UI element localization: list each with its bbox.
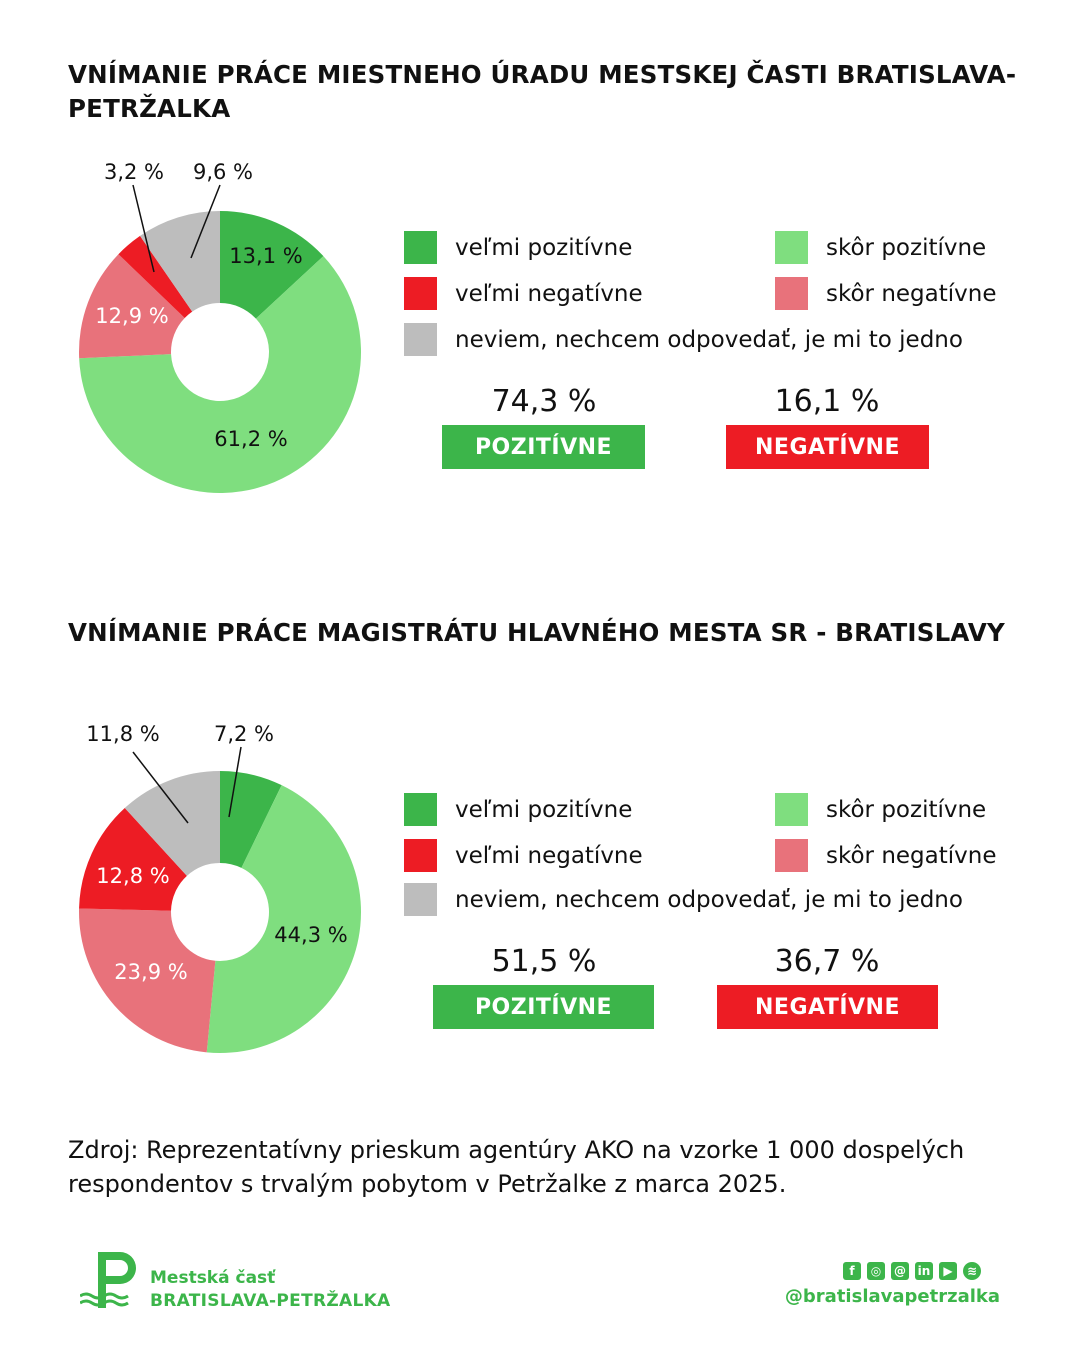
legend-label: veľmi negatívne <box>455 842 643 869</box>
data-label-skor-negativne: 23,9 % <box>114 960 188 984</box>
brand-name-line1: Mestská časť <box>150 1268 276 1288</box>
legend-label: veľmi pozitívne <box>455 796 633 823</box>
legend-swatch <box>404 839 437 872</box>
social-icons <box>843 1262 981 1280</box>
legend-item-velmi-pozitivne <box>404 231 632 264</box>
spotify-icon[interactable]: ≋ <box>963 1262 981 1280</box>
chart-1-title: VNÍMANIE PRÁCE MIESTNEHO ÚRADU MESTSKEJ ČASTI BRATISLAVA-PETRŽALKA <box>68 60 1017 123</box>
positive-badge: POZITÍVNE <box>433 985 654 1029</box>
youtube-icon[interactable]: ▶ <box>939 1262 957 1280</box>
donut-chart-magistrate <box>0 700 400 1080</box>
legend-label: skôr negatívne <box>826 842 997 869</box>
legend-swatch <box>404 793 437 826</box>
legend-item-skor-negativne <box>775 277 997 310</box>
data-label-velmi-pozitivne: 13,1 % <box>229 244 303 268</box>
legend-swatch <box>775 231 808 264</box>
legend-swatch <box>404 277 437 310</box>
threads-icon[interactable]: @ <box>891 1262 909 1280</box>
source-note: Zdroj: Reprezentatívny prieskum agentúry AKO na vzorke 1 000 dospelých respondentov s trvalým pobytom v Petržalke z marca 2025. <box>68 1136 965 1198</box>
negative-total-value: 36,7 % <box>774 944 880 979</box>
social-handle[interactable]: @bratislavapetrzalka <box>784 1286 1000 1307</box>
legend-label: veľmi negatívne <box>455 280 643 307</box>
legend-swatch <box>404 883 437 916</box>
legend-item-velmi-pozitivne <box>404 793 632 826</box>
data-label-skor-pozitivne: 44,3 % <box>274 923 348 947</box>
data-label-velmi-negativne: 12,8 % <box>96 864 170 888</box>
legend-swatch <box>775 277 808 310</box>
legend-swatch <box>775 839 808 872</box>
legend-label: skôr negatívne <box>826 280 997 307</box>
legend-label: skôr pozitívne <box>826 234 987 261</box>
legend-swatch <box>775 793 808 826</box>
instagram-icon[interactable]: ◎ <box>867 1262 885 1280</box>
linkedin-icon[interactable]: in <box>915 1262 933 1280</box>
legend-item-skor-pozitivne <box>775 793 986 826</box>
legend-swatch <box>404 323 437 356</box>
data-label-skor-negativne: 12,9 % <box>95 304 169 328</box>
positive-total-value: 74,3 % <box>491 384 597 419</box>
donut-chart-local-office <box>0 140 400 520</box>
legend-swatch <box>404 231 437 264</box>
negative-badge: NEGATÍVNE <box>717 985 938 1029</box>
positive-badge: POZITÍVNE <box>442 425 645 469</box>
chart-2-title: VNÍMANIE PRÁCE MAGISTRÁTU HLAVNÉHO MESTA SR - BRATISLAVY <box>68 618 1005 647</box>
positive-total-value: 51,5 % <box>491 944 597 979</box>
negative-total-value: 16,1 % <box>774 384 880 419</box>
legend-label: skôr pozitívne <box>826 796 987 823</box>
legend-item-velmi-negativne <box>404 277 643 310</box>
data-label-velmi-negativne: 3,2 % <box>103 160 165 184</box>
legend-item-velmi-negativne <box>404 839 643 872</box>
petrzalka-logo <box>80 1250 142 1312</box>
negative-badge: NEGATÍVNE <box>726 425 929 469</box>
data-label-neviem: 11,8 % <box>86 722 160 746</box>
legend-label: neviem, nechcem odpovedať, je mi to jedno <box>455 326 963 353</box>
brand-name-line2: BRATISLAVA-PETRŽALKA <box>150 1291 391 1311</box>
data-label-neviem: 9,6 % <box>192 160 254 184</box>
data-label-skor-pozitivne: 61,2 % <box>214 427 288 451</box>
legend-label: veľmi pozitívne <box>455 234 633 261</box>
legend-item-skor-negativne <box>775 839 997 872</box>
data-label-velmi-pozitivne: 7,2 % <box>213 722 275 746</box>
facebook-icon[interactable]: f <box>843 1262 861 1280</box>
legend-item-neviem <box>404 883 963 916</box>
legend-label: neviem, nechcem odpovedať, je mi to jedno <box>455 886 963 913</box>
legend-item-skor-pozitivne <box>775 231 986 264</box>
legend-item-neviem <box>404 323 963 356</box>
